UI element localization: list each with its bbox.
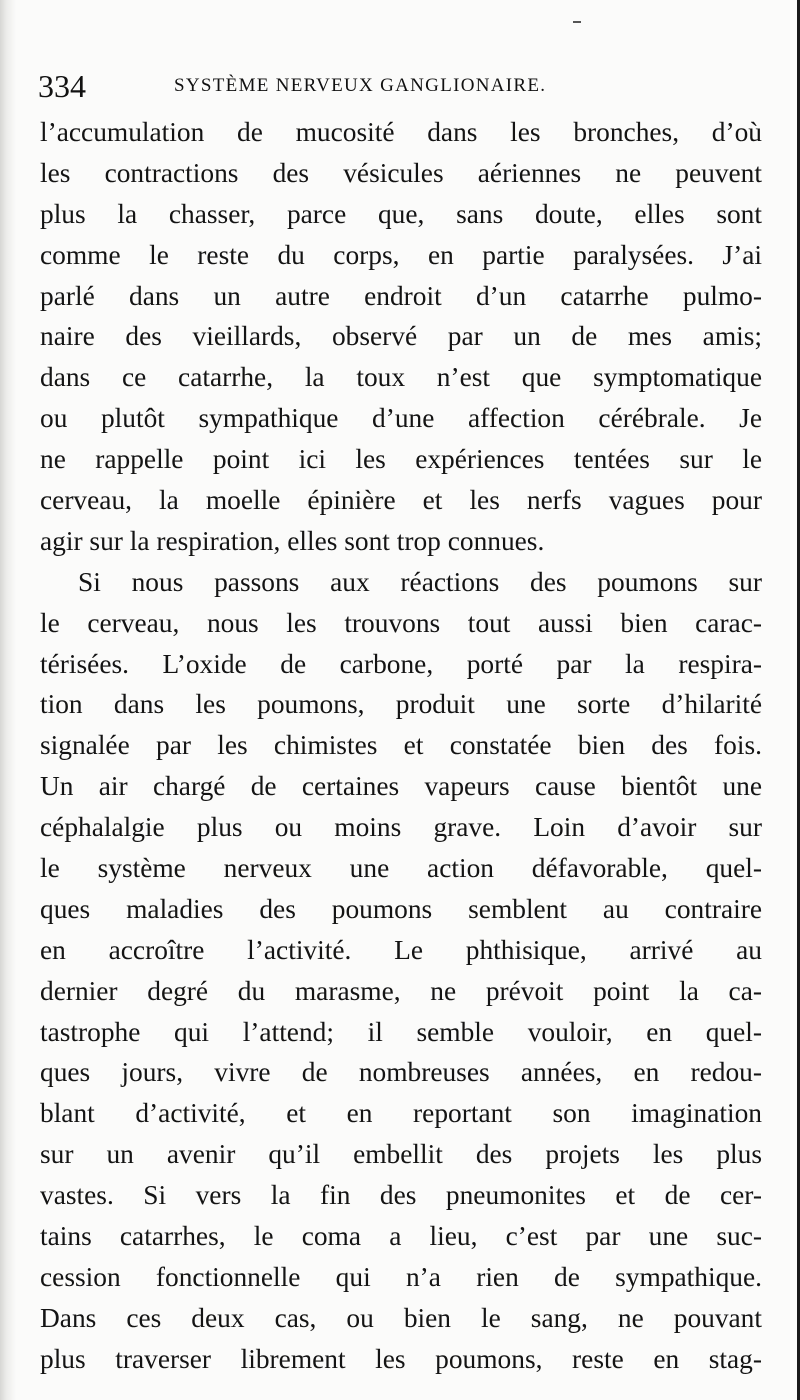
text-line: signalée par les chimistes et constatée bien des fois. [40, 730, 762, 761]
text-line: le système nerveux une action défavorable, quel- [40, 853, 762, 884]
text-line: comme le reste du corps, en partie paralysées. J’ai [40, 239, 762, 270]
text-line: plus la chasser, parce que, sans doute, elles sont [40, 198, 762, 229]
text-line: ou plutôt sympathique d’une affection cérébrale. Je [40, 403, 762, 434]
text-line: Dans ces deux cas, ou bien le sang, ne pouvant [40, 1302, 762, 1333]
text-line: ques jours, vivre de nombreuses années, en redou- [40, 1057, 762, 1088]
text-line: parlé dans un autre endroit d’un catarrhe pulmo- [40, 280, 762, 311]
page-header [38, 66, 758, 106]
body-text [40, 112, 762, 1380]
text-line: céphalalgie plus ou moins grave. Loin d’avoir sur [40, 812, 762, 843]
text-line: les contractions des vésicules aériennes ne peuvent [40, 157, 762, 188]
text-line: Un air chargé de certaines vapeurs cause bientôt une [40, 771, 762, 802]
binding-shadow [0, 0, 16, 1400]
text-line: tastrophe qui l’attend; il semble vouloir, en quel- [40, 1016, 762, 1047]
text-line: dans ce catarrhe, la toux n’est que symptomatique [40, 362, 762, 393]
text-line: tion dans les poumons, produit une sorte d’hilarité [40, 689, 762, 720]
text-line: térisées. L’oxide de carbone, porté par la respira- [40, 648, 762, 679]
text-line: naire des vieillards, observé par un de mes amis; [40, 321, 762, 352]
paragraph-start-line: Si nous passons aux réactions des poumons sur [78, 566, 762, 597]
text-line: en accroître l’activité. Le phthisique, arrivé au [40, 934, 762, 965]
text-line: le cerveau, nous les trouvons tout aussi bien carac- [40, 607, 762, 638]
text-line: cession fonctionnelle qui n’a rien de sympathique. [40, 1261, 762, 1292]
text-line: dernier degré du marasme, ne prévoit point la ca- [40, 975, 762, 1006]
text-line: vastes. Si vers la fin des pneumonites et de cer- [40, 1180, 762, 1211]
text-line: ques maladies des poumons semblent au contraire [40, 893, 762, 924]
text-line: l’accumulation de mucosité dans les bronches, d’où [40, 117, 762, 147]
page-number: 334 [38, 68, 86, 104]
text-line: tains catarrhes, le coma a lieu, c’est par une suc- [40, 1221, 762, 1252]
text-line: blant d’activité, et en reportant son imagination [40, 1098, 762, 1129]
text-line: plus traverser librement les poumons, reste en stag- [40, 1343, 762, 1374]
text-line: ne rappelle point ici les expériences tentées sur le [40, 444, 762, 475]
text-line: cerveau, la moelle épinière et les nerfs vagues pour [40, 485, 762, 516]
running-head: SYSTÈME NERVEUX GANGLIONAIRE. [174, 75, 547, 96]
paragraph-end-line: agir sur la respiration, elles sont trop connues. [40, 525, 545, 556]
print-mark [573, 21, 581, 23]
text-line: sur un avenir qu’il embellit des projets les plus [40, 1139, 762, 1170]
